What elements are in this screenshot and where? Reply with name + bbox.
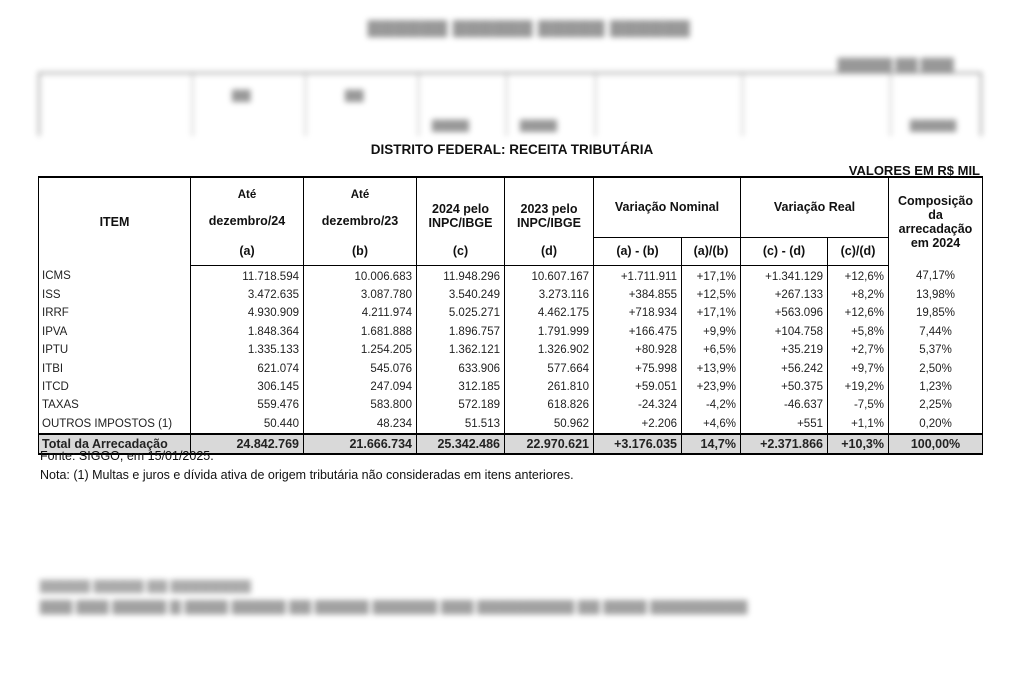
row-c: 3.540.249	[417, 286, 505, 304]
row-c: 312.185	[417, 378, 505, 396]
row-nominal-diff: +1.711.911	[594, 265, 682, 286]
row-real-pct: -7,5%	[828, 396, 889, 414]
row-a: 306.145	[191, 378, 304, 396]
row-item: OUTROS IMPOSTOS (1)	[39, 415, 191, 434]
table-row	[39, 265, 983, 286]
row-item: ISS	[39, 286, 191, 304]
header-nominal-ratio: (a)/(b)	[682, 237, 741, 265]
row-real-pct: +9,7%	[828, 359, 889, 377]
table-row	[39, 323, 983, 341]
blurred-cell: ▇▇▇▇	[432, 118, 469, 132]
header-real-diff: (c) - (d)	[741, 237, 828, 265]
row-a: 1.848.364	[191, 323, 304, 341]
blurred-table-frame	[38, 72, 982, 136]
header-a-top: Até	[237, 188, 257, 201]
header-composition	[889, 177, 983, 265]
total-a: 24.842.769	[191, 434, 304, 454]
header-b-code: (b)	[304, 237, 417, 265]
table-row	[39, 304, 983, 322]
row-b: 1.681.888	[304, 323, 417, 341]
row-real-diff: +267.133	[741, 286, 828, 304]
blurred-cell: ▇▇	[345, 88, 364, 102]
header-real-ratio: (c)/(d)	[828, 237, 889, 265]
row-a: 50.440	[191, 415, 304, 434]
header-a-mid: dezembro/24	[208, 213, 286, 228]
blurred-col-line	[192, 74, 193, 136]
row-item: ITBI	[39, 359, 191, 377]
blurred-col-line	[418, 74, 419, 136]
row-a: 559.476	[191, 396, 304, 414]
header-c-line2: INPC/IBGE	[428, 215, 493, 230]
blurred-col-line	[305, 74, 306, 136]
row-real-diff: +1.341.129	[741, 265, 828, 286]
row-item: IPVA	[39, 323, 191, 341]
blurred-cell: ▇▇▇▇	[520, 118, 557, 132]
header-comp-line4: em 2024	[910, 235, 961, 250]
row-b: 1.254.205	[304, 341, 417, 359]
blurred-cell: ▇▇▇▇▇	[910, 118, 957, 132]
row-item: IRRF	[39, 304, 191, 322]
row-d: 577.664	[505, 359, 594, 377]
row-nominal-diff: -24.324	[594, 396, 682, 414]
table-row	[39, 415, 983, 434]
header-c-line1: 2024 pelo	[432, 201, 489, 216]
row-real-diff: -46.637	[741, 396, 828, 414]
header-d-line1: 2023 pelo	[520, 201, 578, 216]
header-col-b	[304, 177, 417, 237]
row-c: 572.189	[417, 396, 505, 414]
row-nominal-pct: +4,6%	[682, 415, 741, 434]
row-d: 1.326.902	[505, 341, 594, 359]
table-row	[39, 396, 983, 414]
blurred-col-line	[595, 74, 596, 136]
row-nominal-pct: +6,5%	[682, 341, 741, 359]
row-nominal-pct: -4,2%	[682, 396, 741, 414]
row-real-pct: +8,2%	[828, 286, 889, 304]
row-a: 621.074	[191, 359, 304, 377]
table-row	[39, 341, 983, 359]
row-real-pct: +12,6%	[828, 265, 889, 286]
row-nominal-pct: +23,9%	[682, 378, 741, 396]
header-comp-line3: arrecadação	[898, 221, 973, 236]
header-item: ITEM	[39, 177, 191, 265]
total-c: 25.342.486	[417, 434, 505, 454]
row-c: 633.906	[417, 359, 505, 377]
table-row	[39, 286, 983, 304]
row-real-pct: +5,8%	[828, 323, 889, 341]
row-real-pct: +19,2%	[828, 378, 889, 396]
total-nominal-diff: +3.176.035	[594, 434, 682, 454]
row-nominal-pct: +9,9%	[682, 323, 741, 341]
row-composition: 0,20%	[889, 415, 983, 434]
row-nominal-diff: +166.475	[594, 323, 682, 341]
row-a: 3.472.635	[191, 286, 304, 304]
blurred-background-header	[0, 0, 1024, 135]
row-real-pct: +2,7%	[828, 341, 889, 359]
row-composition: 47,17%	[889, 265, 983, 286]
blurred-units: ▇▇▇▇▇ ▇▇ ▇▇▇	[838, 56, 954, 72]
header-a-code: (a)	[191, 237, 304, 265]
table-row	[39, 378, 983, 396]
row-nominal-pct: +12,5%	[682, 286, 741, 304]
row-item: TAXAS	[39, 396, 191, 414]
row-real-diff: +50.375	[741, 378, 828, 396]
row-b: 3.087.780	[304, 286, 417, 304]
blurred-source: ▇▇▇▇▇ ▇▇▇▇▇ ▇▇ ▇▇▇▇▇▇▇▇	[40, 578, 251, 593]
header-nominal: Variação Nominal	[594, 177, 741, 237]
blurred-note: ▇▇▇ ▇▇▇ ▇▇▇▇▇ ▇ ▇▇▇▇ ▇▇▇▇▇ ▇▇ ▇▇▇▇▇ ▇▇▇▇▇▇ ▇▇▇ ▇▇▇▇▇▇▇▇▇ ▇▇ ▇▇▇▇ ▇▇▇▇▇▇▇▇▇	[40, 598, 748, 614]
units-label: VALORES EM R$ MIL	[848, 163, 980, 178]
total-real-diff: +2.371.866	[741, 434, 828, 454]
document-title: DISTRITO FEDERAL: RECEITA TRIBUTÁRIA	[370, 142, 654, 157]
row-a: 1.335.133	[191, 341, 304, 359]
blurred-background-footer	[0, 570, 1024, 650]
row-real-diff: +35.219	[741, 341, 828, 359]
total-nominal-pct: 14,7%	[682, 434, 741, 454]
row-a: 11.718.594	[191, 265, 304, 286]
header-b-top: Até	[350, 188, 370, 201]
row-b: 247.094	[304, 378, 417, 396]
row-composition: 13,98%	[889, 286, 983, 304]
row-composition: 7,44%	[889, 323, 983, 341]
row-composition: 2,25%	[889, 396, 983, 414]
row-nominal-pct: +17,1%	[682, 265, 741, 286]
header-real: Variação Real	[741, 177, 889, 237]
blurred-col-line	[506, 74, 507, 136]
row-nominal-pct: +13,9%	[682, 359, 741, 377]
row-nominal-diff: +80.928	[594, 341, 682, 359]
row-nominal-diff: +75.998	[594, 359, 682, 377]
header-col-a	[191, 177, 304, 237]
row-d: 1.791.999	[505, 323, 594, 341]
row-real-diff: +104.758	[741, 323, 828, 341]
row-nominal-pct: +17,1%	[682, 304, 741, 322]
row-real-pct: +12,6%	[828, 304, 889, 322]
row-composition: 19,85%	[889, 304, 983, 322]
footnote: Nota: (1) Multas e juros e dívida ativa de origem tributária não consideradas em itens anteriores.	[40, 468, 574, 482]
header-c-code: (c)	[417, 237, 505, 265]
header-comp-line2: da	[928, 207, 943, 222]
row-b: 4.211.974	[304, 304, 417, 322]
row-d: 3.273.116	[505, 286, 594, 304]
row-b: 583.800	[304, 396, 417, 414]
row-nominal-diff: +59.051	[594, 378, 682, 396]
row-d: 4.462.175	[505, 304, 594, 322]
row-c: 5.025.271	[417, 304, 505, 322]
row-item: ICMS	[39, 265, 191, 286]
total-item: Total da Arrecadação	[39, 434, 191, 454]
row-composition: 2,50%	[889, 359, 983, 377]
revenue-table	[38, 176, 983, 455]
row-real-pct: +1,1%	[828, 415, 889, 434]
row-c: 51.513	[417, 415, 505, 434]
row-b: 10.006.683	[304, 265, 417, 286]
row-d: 50.962	[505, 415, 594, 434]
header-col-d	[505, 177, 594, 237]
row-real-diff: +551	[741, 415, 828, 434]
row-c: 11.948.296	[417, 265, 505, 286]
total-d: 22.970.621	[505, 434, 594, 454]
header-nominal-diff: (a) - (b)	[594, 237, 682, 265]
row-a: 4.930.909	[191, 304, 304, 322]
row-nominal-diff: +718.934	[594, 304, 682, 322]
row-composition: 1,23%	[889, 378, 983, 396]
blurred-col-line	[890, 74, 891, 136]
row-item: IPTU	[39, 341, 191, 359]
header-d-line2: INPC/IBGE	[517, 215, 581, 230]
row-d: 10.607.167	[505, 265, 594, 286]
total-composition: 100,00%	[889, 434, 983, 454]
header-comp-line1: Composição	[897, 193, 973, 208]
total-real-pct: +10,3%	[828, 434, 889, 454]
row-d: 261.810	[505, 378, 594, 396]
row-d: 618.826	[505, 396, 594, 414]
row-c: 1.362.121	[417, 341, 505, 359]
row-item: ITCD	[39, 378, 191, 396]
row-real-diff: +56.242	[741, 359, 828, 377]
row-nominal-diff: +384.855	[594, 286, 682, 304]
source-note: Fonte: SIGGO, em 15/01/2025.	[40, 449, 214, 463]
header-d-code: (d)	[505, 237, 594, 265]
header-b-mid: dezembro/23	[321, 213, 399, 228]
row-composition: 5,37%	[889, 341, 983, 359]
table-row	[39, 359, 983, 377]
row-nominal-diff: +2.206	[594, 415, 682, 434]
header-col-c	[417, 177, 505, 237]
row-c: 1.896.757	[417, 323, 505, 341]
blurred-title: ▇▇▇▇▇▇ ▇▇▇▇▇▇ ▇▇▇▇▇ ▇▇▇▇▇▇	[368, 20, 691, 37]
blurred-col-line	[742, 74, 743, 136]
total-b: 21.666.734	[304, 434, 417, 454]
row-real-diff: +563.096	[741, 304, 828, 322]
blurred-cell: ▇▇	[232, 88, 251, 102]
row-b: 48.234	[304, 415, 417, 434]
row-b: 545.076	[304, 359, 417, 377]
